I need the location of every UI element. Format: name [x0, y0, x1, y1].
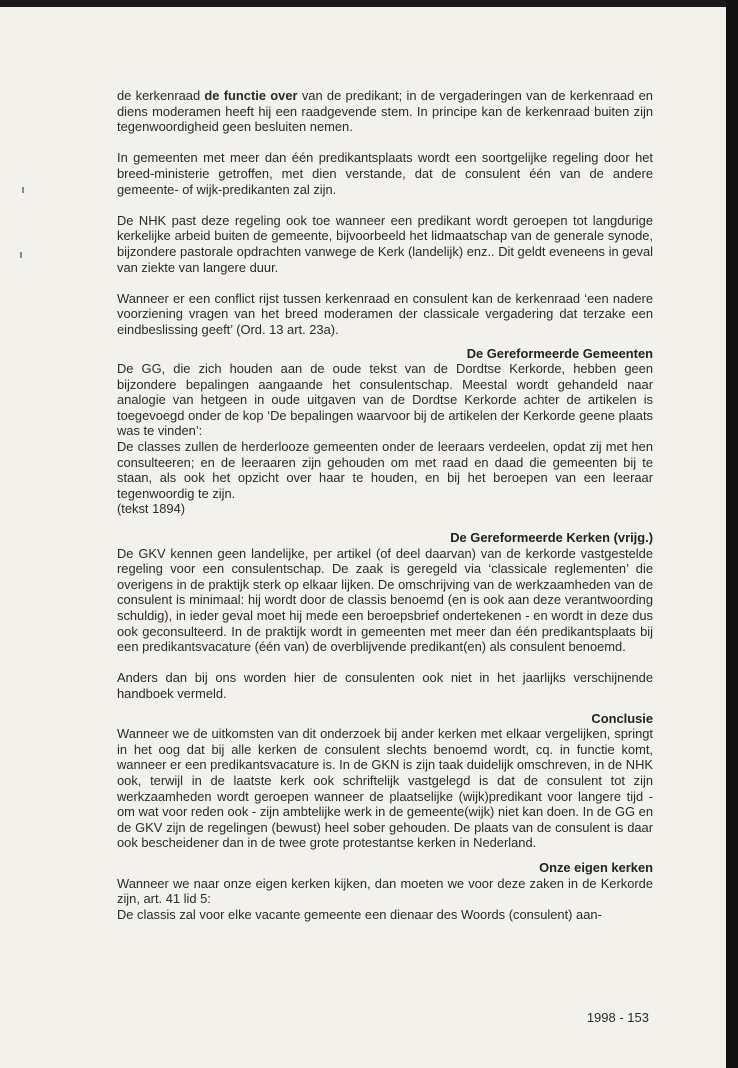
- gkv-paragraph-2: Anders dan bij ons worden hier de consulenten ook niet in het jaarlijks verschijnende handboek vermeld.: [117, 670, 653, 701]
- paragraph-2: In gemeenten met meer dan één predikantsplaats wordt een soortgelijke regeling door het breed-ministerie getroffen, met dien verstande, dat de consulent één van de andere gemeente- of wijk-predikanten zal zijn.: [117, 150, 653, 197]
- paragraph-1: [117, 88, 653, 135]
- conclusie-paragraph: Wanneer we de uitkomsten van dit onderzoek bij ander kerken met elkaar vergelijken, springt in het oog dat bij alle kerken de consulent slechts benoemd wordt, cq. in functie komt, wanneer er een predikantsvacature is. In de GKN is zijn taak duidelijk omschreven, in de NHK ook, terwijl in de laatste kerk ook schriftelijk vastgelegd is dat de consulent tot zijn werkzaamheden wordt geroepen wanneer de plaatselijke (wijk)predikant voor langere tijd - om wat voor reden ook - zijn ambtelijke werk in de gemeente(wijk) niet kan doen. In de GG en de GKV zijn de regelingen (bewust) heel sober gehouden. De plaats van de consulent is daar ook bescheidener dan in de twee grote protestantse kerken in Nederland.: [117, 726, 653, 851]
- paragraph-3: De NHK past deze regeling ook toe wanneer een predikant wordt geroepen tot langdurige kerkelijke arbeid buiten de gemeente, bijvoorbeeld het lidmaatschap van de generale synode, bijzondere pastorale opdrachten vanwege de Kerk (landelijk) enz.. Dit geldt eveneens in geval van ziekte van langere duur.: [117, 212, 654, 275]
- gg-source: (tekst 1894): [117, 501, 186, 517]
- document-page: [0, 7, 726, 1068]
- gg-quote: De classes zullen de herderlooze gemeenten onder de leeraars verdeelen, opdat zij met hen consulteeren; en de leeraaren zijn gehouden om met raad en daad die gemeenten bij te staan, als ook het opzicht over haar te houden, en bij het beroepen van een leeraar tegenwoordig te zijn.: [117, 439, 653, 501]
- margin-mark: [20, 252, 22, 258]
- paragraph-4: Wanneer er een conflict rijst tussen kerkenraad en consulent kan de kerkenraad ‘een nadere voorziening vragen van het breed moderamen der classicale vergadering dat terzake een eindbeslissing geeft’ (Ord. 13 art. 23a).: [117, 290, 653, 337]
- gkv-paragraph-1: De GKV kennen geen landelijke, per artikel (of deel daarvan) van de kerkorde vastgestelde regeling voor een consulentschap. De zaak is geregeld via ‘classicale reglementen’ die overigens in de praktijk sterk op elkaar lijken. De omschrijving van de werkzaamheden van de consulent is minimaal: hij wordt door de classis benoemd (en is ook aan deze verantwoording schuldig), in ieder geval moet hij mede een beroepsbrief ondertekenen - en wordt in deze dus ook geconsulteerd. In de praktijk wordt in gemeenten met meer dan één predikantsplaats bij een predikantsvacature (één van) de overblijvende predikant(en) als consulent benoemd.: [117, 545, 653, 655]
- bold-phrase: de functie over: [204, 88, 298, 103]
- eigen-paragraph-1: Wanneer we naar onze eigen kerken kijken, dan moeten we voor deze zaken in de Kerkorde zijn, art. 41 lid 5:: [117, 875, 653, 907]
- page-number: 1998 - 153: [586, 1010, 649, 1025]
- gg-intro: De GG, die zich houden aan de oude tekst van de Dordtse Kerkorde, hebben geen bijzondere bepalingen aangaande het consulentschap. Meestal wordt gehandeld naar analogie van hetgeen in oude uitgaven van de Dordtse Kerkorde achter de artikelen is toegevoegd onder de kop ‘De bepalingen waarvoor bij de artikelen der Kerkorde geene plaats was te vinden’:: [117, 361, 653, 439]
- page-body: [117, 88, 653, 922]
- eigen-paragraph-2: De classis zal voor elke vacante gemeente een dienaar des Woords (consulent) aan-: [117, 906, 602, 922]
- margin-mark: [22, 187, 24, 193]
- section-heading-conclusie: Conclusie: [591, 710, 653, 726]
- section-heading-gkv: De Gereformeerde Kerken (vrijg.): [450, 530, 653, 546]
- section-heading-eigen: Onze eigen kerken: [539, 859, 653, 875]
- text-span: de kerkenraad: [117, 88, 205, 103]
- scan-edge: [726, 0, 738, 1068]
- section-heading-gg: De Gereformeerde Gemeenten: [466, 345, 653, 361]
- text-span: van de predikant; in de vergaderingen van de kerkenraad en diens moderamen heeft hij een raadgevende stem. In principe kan de kerkenraad buiten zijn tegenwoordigheid geen besluiten nemen.: [117, 88, 653, 135]
